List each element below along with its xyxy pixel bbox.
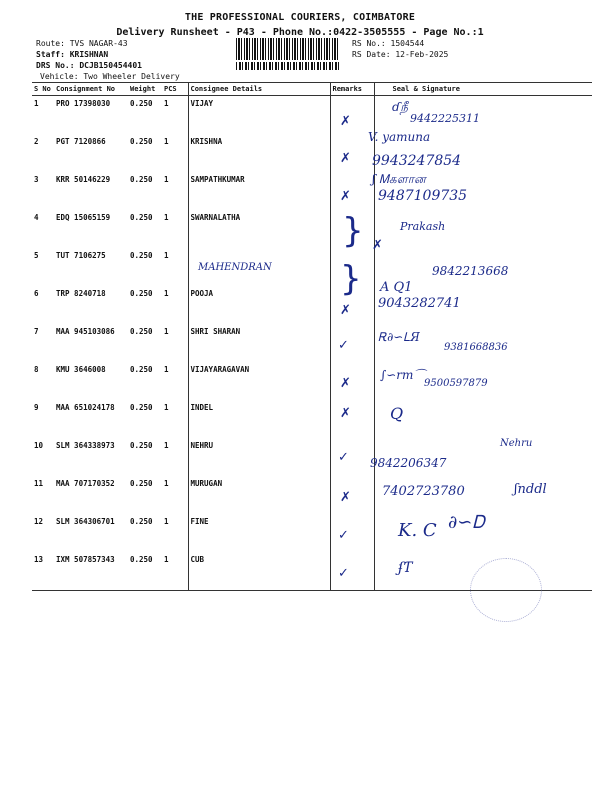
row10-phone-handwritten: 9842206347 (370, 456, 447, 470)
cell-pcs: 1 (164, 289, 169, 298)
col-header-signature: Seal & Signature (374, 83, 592, 96)
remark-check-icon: ✗ (340, 114, 351, 129)
row13-signature: ʄƬ (398, 560, 413, 576)
vehicle-label: Vehicle: Two Wheeler Delivery (40, 72, 180, 81)
col-header-pcs: PCS (162, 83, 188, 96)
cell-pcs: 1 (164, 213, 169, 222)
table-row (32, 400, 592, 438)
row3-phone-handwritten: 9487109735 (378, 188, 468, 204)
cell-weight: 0.250 (130, 441, 153, 450)
cell-sno: 7 (34, 327, 39, 336)
cell-weight: 0.250 (130, 175, 153, 184)
remark-bracket-icon: } (342, 211, 364, 251)
row7-phone-handwritten: 9381668836 (444, 342, 508, 353)
cell-pcs: 1 (164, 175, 169, 184)
cell-consignment: IXM 507857343 (54, 552, 128, 591)
barcode-image-lower (236, 62, 340, 70)
table-row (32, 324, 592, 362)
remark-check-icon: ✗ (340, 151, 351, 166)
col-header-sno: S No (32, 83, 54, 96)
row8-signature: ∫∽rm⌒ (380, 368, 426, 382)
remark-check-icon: ✓ (338, 566, 349, 581)
row7-signature: Ꭱ∂∽ᏞЯ (378, 330, 420, 344)
cell-remarks (330, 438, 374, 476)
cell-consignment: PRO 17398030 (56, 99, 111, 108)
row9-signature: Q (390, 404, 404, 423)
cell-sno: 3 (34, 175, 39, 184)
table-row (32, 476, 592, 514)
remark-check-icon: ✓ (338, 338, 349, 353)
cell-remarks (330, 552, 374, 591)
cell-consignment: KMU 3646008 (56, 365, 106, 374)
cell-remarks (330, 400, 374, 438)
cell-consignee: VIJAY (188, 96, 330, 135)
cell-pcs: 1 (164, 327, 169, 336)
row5-phone-handwritten: 9842213668 (432, 264, 509, 278)
table-row (32, 514, 592, 552)
rs-number: RS No.: 1504544 (352, 39, 425, 48)
cell-weight: 0.250 (130, 479, 153, 488)
cell-consignee: KRISHNA (188, 134, 330, 172)
remark-check-icon: ✓ (338, 528, 349, 543)
row3-signature: ʃ Ꮇ௧ளான (372, 172, 426, 186)
cell-weight: 0.250 (128, 552, 162, 591)
cell-sno: 12 (34, 517, 44, 526)
cell-weight: 0.250 (130, 137, 153, 146)
row2-phone-handwritten: 9943247854 (372, 153, 462, 169)
cell-consignee: SAMPATHKUMAR (188, 172, 330, 210)
col-header-remarks: Remarks (330, 83, 374, 96)
cell-weight: 0.250 (130, 251, 153, 260)
seal-stamp (470, 558, 542, 622)
row2-name-handwritten: V. yamuna (368, 130, 431, 144)
row6-phone-handwritten: 9043282741 (378, 296, 461, 311)
barcode-image (236, 38, 340, 60)
cell-consignment: SLM 364306701 (56, 517, 115, 526)
cell-sno: 10 (34, 441, 44, 450)
remark-check-icon: ✗ (372, 238, 383, 253)
cell-sno: 5 (34, 251, 39, 260)
cell-remarks (330, 514, 374, 552)
row6-name-handwritten: A Q1 (380, 280, 413, 295)
remark-check-icon: ✓ (338, 450, 349, 465)
cell-consignment: TUT 7106275 (56, 251, 106, 260)
cell-consignee: POOJA (188, 286, 330, 324)
cell-sno: 11 (34, 479, 44, 488)
cell-pcs: 1 (164, 251, 169, 260)
cell-consignee: VIJAYARAGAVAN (188, 362, 330, 400)
cell-consignment: EDQ 15065159 (56, 213, 111, 222)
cell-weight: 0.250 (130, 365, 153, 374)
cell-sno: 6 (34, 289, 39, 298)
cell-consignee: FINE (188, 514, 330, 552)
cell-consignee: CUB (188, 552, 330, 591)
staff-label: Staff: KRISHNAN (36, 50, 109, 59)
cell-consignment: TRP 8240718 (56, 289, 106, 298)
cell-pcs: 1 (164, 403, 169, 412)
cell-weight: 0.250 (130, 327, 153, 336)
cell-sno: 8 (34, 365, 39, 374)
cell-pcs: 1 (164, 517, 169, 526)
cell-weight: 0.250 (130, 289, 153, 298)
remark-check-icon: ✗ (340, 189, 351, 204)
runsheet-table (32, 82, 592, 591)
cell-consignment: SLM 364338973 (56, 441, 115, 450)
cell-pcs: 1 (164, 441, 169, 450)
col-header-consignment: Consignment No (54, 83, 128, 96)
cell-pcs: 1 (162, 552, 188, 591)
row11-phone-handwritten: 7402723780 (382, 484, 465, 499)
cell-remarks (330, 362, 374, 400)
row12-signature-handwritten: K. C (398, 520, 437, 541)
cell-consignee: MURUGAN (188, 476, 330, 514)
cell-sno: 9 (34, 403, 39, 412)
cell-weight: 0.250 (130, 403, 153, 412)
cell-weight: 0.250 (130, 517, 153, 526)
table-header-row (32, 83, 592, 96)
col-header-weight: Weight (128, 83, 162, 96)
cell-signature (374, 400, 592, 438)
row10-name-handwritten: Nehru (500, 438, 533, 449)
cell-consignment: PGT 7120866 (56, 137, 106, 146)
cell-consignment: MAA 651024178 (56, 403, 115, 412)
row1-phone-handwritten: 9442225311 (410, 112, 480, 125)
row11-signature: ʃnddl (514, 482, 547, 497)
row4-name-handwritten: Prakash (400, 220, 446, 233)
remark-check-icon: ✗ (340, 490, 351, 505)
col-header-consignee: Consignee Details (188, 83, 330, 96)
cell-remarks (330, 96, 374, 135)
table-row (32, 362, 592, 400)
table-row (32, 172, 592, 210)
cell-consignee: NEHRU (188, 438, 330, 476)
row1-signature: ɗநீ (392, 100, 408, 114)
remark-check-icon: ✗ (340, 406, 351, 421)
route-label: Route: TVS NAGAR-43 (36, 39, 128, 48)
cell-consignment: MAA 945103086 (56, 327, 115, 336)
cell-consignee: SWARNALATHA (188, 210, 330, 248)
cell-pcs: 1 (164, 99, 169, 108)
table-row (32, 96, 592, 135)
drs-number: DRS No.: DCJB150454401 (36, 61, 142, 70)
runsheet-subtitle: Delivery Runsheet - P43 - Phone No.:0422-3505555 - Page No.:1 (116, 27, 484, 38)
row8-phone-handwritten: 9500597879 (424, 378, 488, 389)
cell-consignment: MAA 707170352 (56, 479, 115, 488)
cell-weight: 0.250 (130, 213, 153, 222)
table-row (32, 210, 592, 248)
row5-name-handwritten: MAHENDRAN (198, 262, 272, 273)
cell-pcs: 1 (164, 365, 169, 374)
cell-sno: 4 (34, 213, 39, 222)
cell-weight: 0.250 (130, 99, 153, 108)
company-title: THE PROFESSIONAL COURIERS, COIMBATORE (184, 12, 416, 23)
table-row (32, 286, 592, 324)
remark-check-icon: ✗ (340, 303, 351, 318)
cell-consignment: KRR 50146229 (56, 175, 111, 184)
rs-date: RS Date: 12-Feb-2025 (352, 50, 449, 59)
cell-consignee: SHRI SHARAN (188, 324, 330, 362)
cell-sno: 13 (32, 552, 54, 591)
cell-remarks (330, 324, 374, 362)
cell-sno: 1 (34, 99, 39, 108)
cell-consignee: INDEL (188, 400, 330, 438)
remark-bracket-icon: } (340, 259, 362, 299)
cell-remarks (330, 476, 374, 514)
cell-pcs: 1 (164, 137, 169, 146)
cell-sno: 2 (34, 137, 39, 146)
remark-check-icon: ✗ (340, 376, 351, 391)
cell-remarks (330, 172, 374, 210)
cell-pcs: 1 (164, 479, 169, 488)
table-row (32, 134, 592, 172)
row12-signature-scrawl: ∂∽Ꭰ (448, 512, 485, 533)
